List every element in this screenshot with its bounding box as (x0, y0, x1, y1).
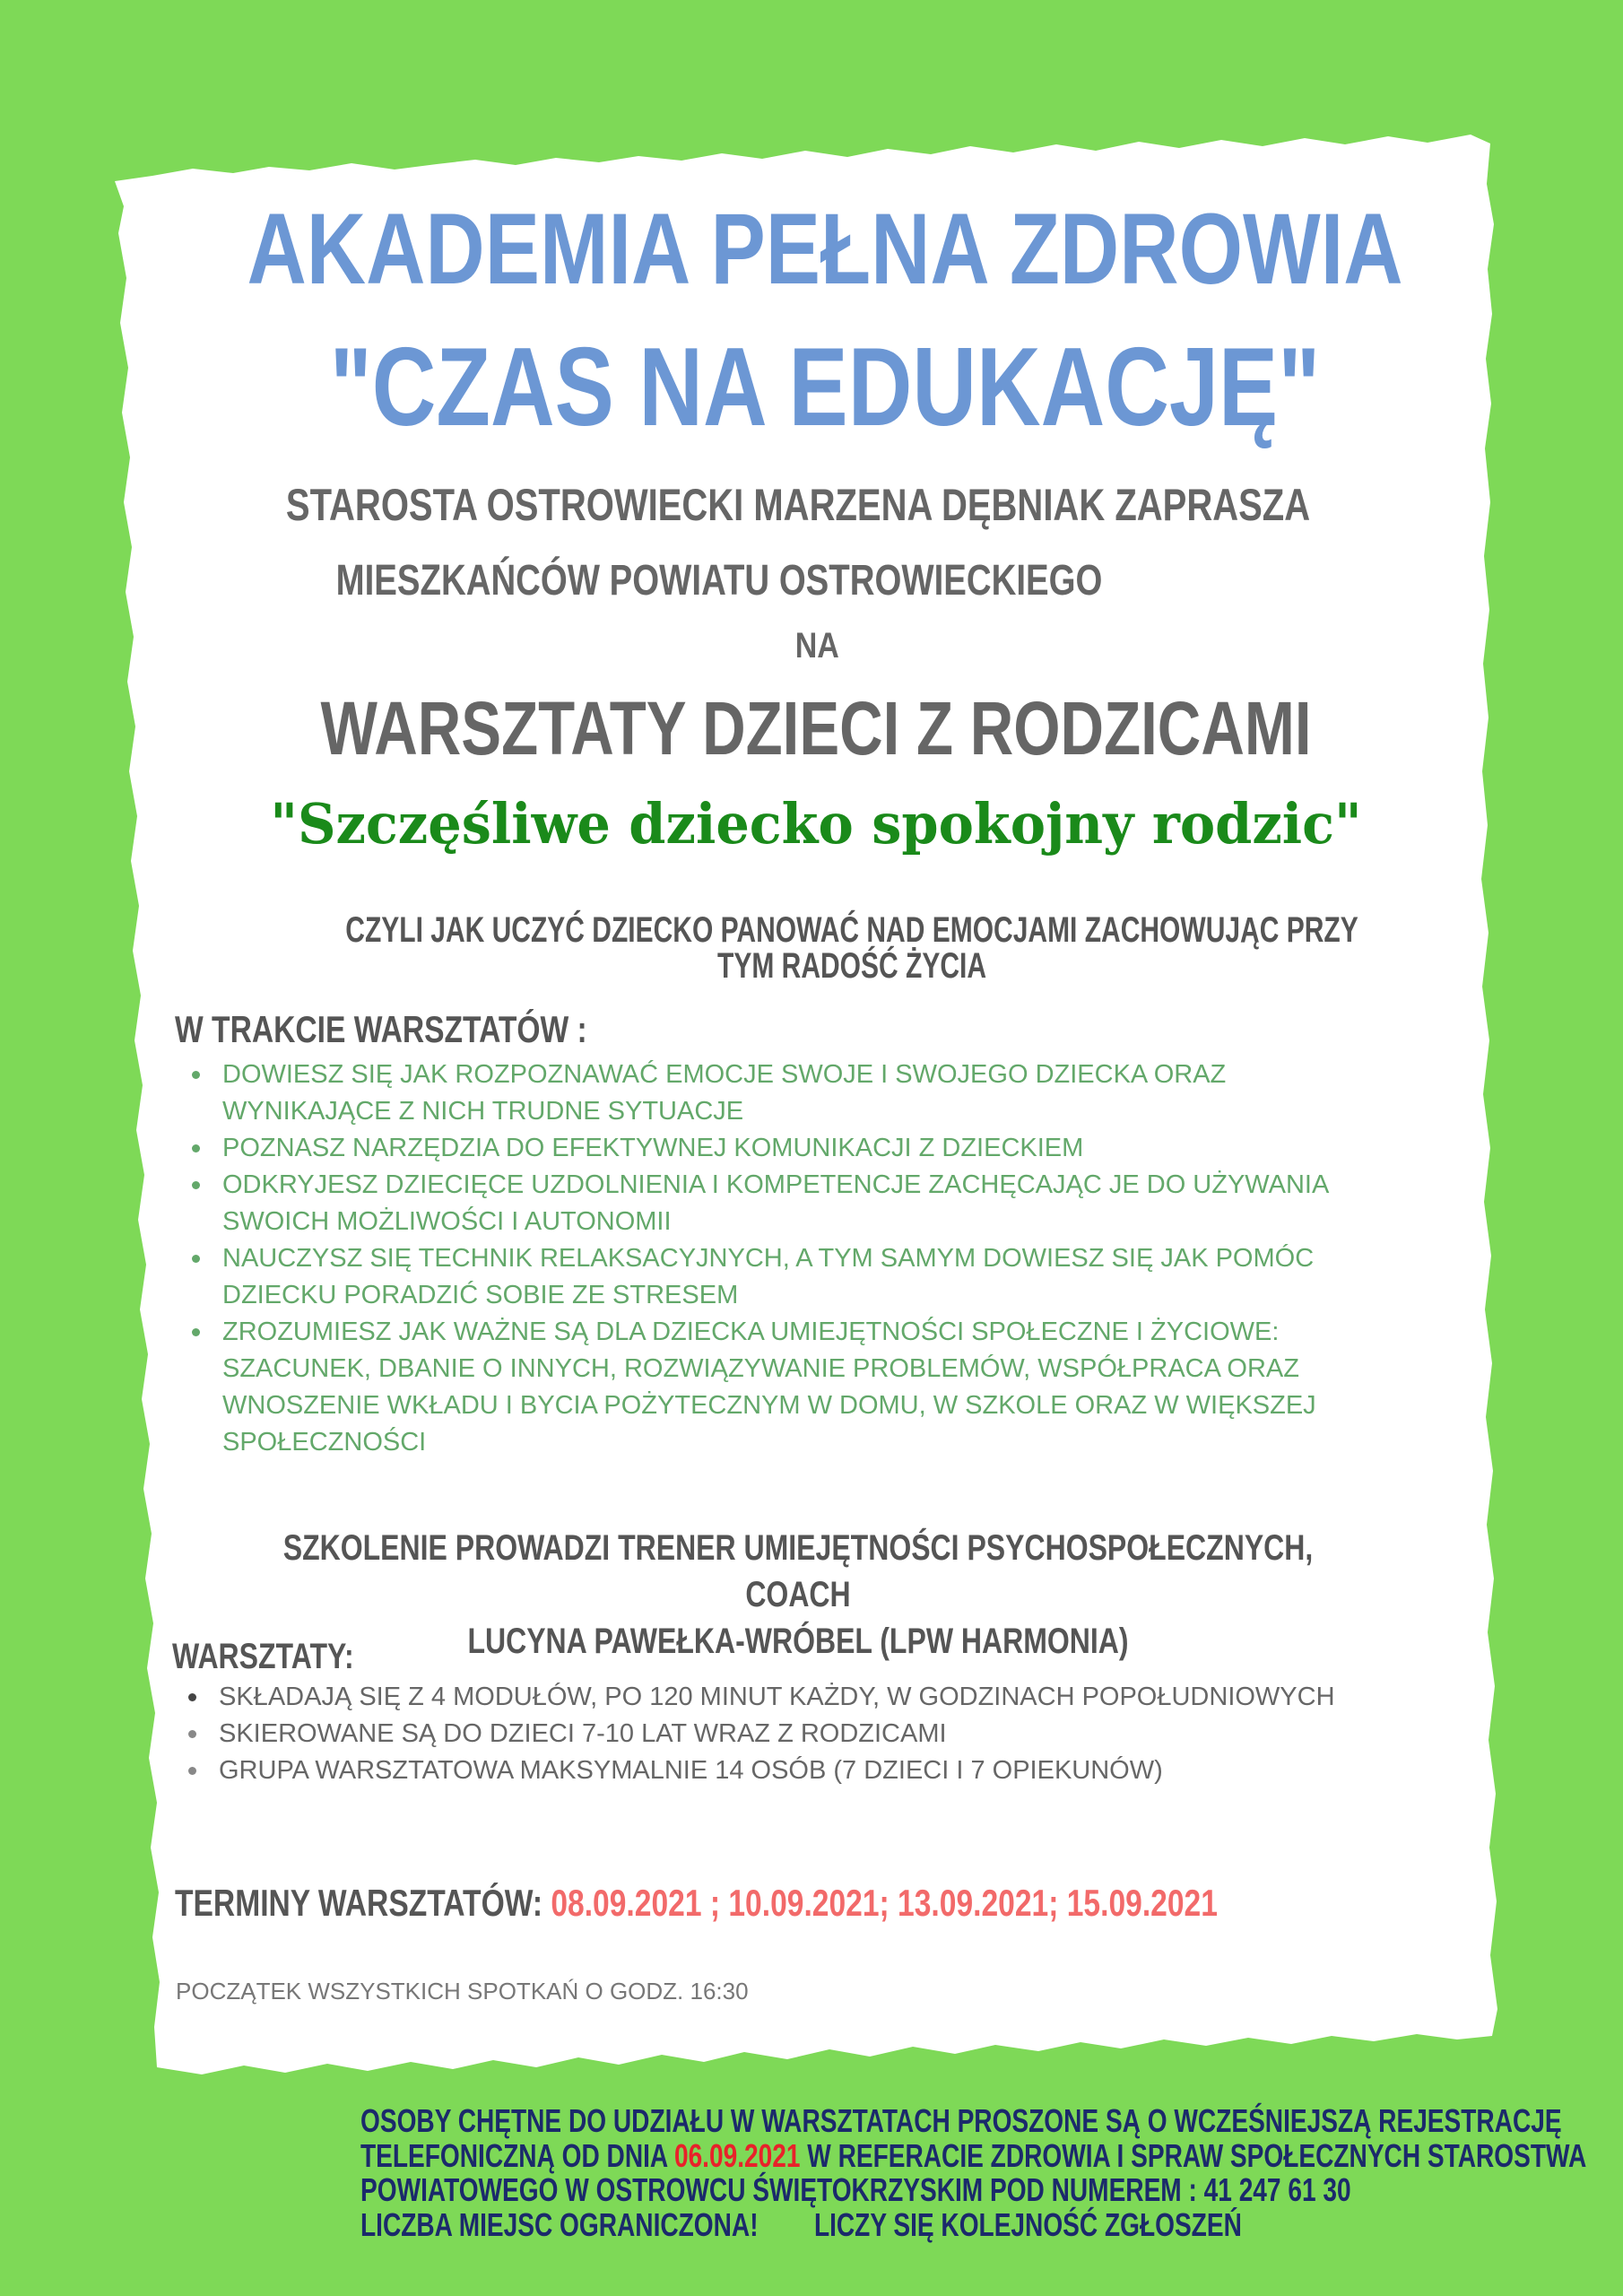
trainer-line2: LUCYNA PAWEŁKA-WRÓBEL (LPW HARMONIA) (467, 1622, 1129, 1661)
list-item: ODKRYJESZ DZIECIĘCE UZDOLNIENIA I KOMPETENCJE ZACHĘCAJĄC JE DO UŻYWANIA SWOICH MOŻLIWOŚCI I AUTONOMII (176, 1167, 1424, 1240)
invitation-line2: MIESZKAŃCÓW POWIATU OSTROWIECKIEGO (335, 557, 1103, 604)
workshop-slogan: "Szczęśliwe dziecko spokojny rodzic" (270, 791, 1362, 857)
list-item: SKŁADAJĄ SIĘ Z 4 MODUŁÓW, PO 120 MINUT KAŻDY, W GODZINACH POPOŁUDNIOWYCH (172, 1679, 1472, 1716)
list-item: POZNASZ NARZĘDZIA DO EFEKTYWNEJ KOMUNIKACJI Z DZIECKIEM (176, 1130, 1431, 1167)
start-time-note: POCZĄTEK WSZYSTKICH SPOTKAŃ O GODZ. 16:30 (176, 1978, 749, 2005)
list-item: SKIEROWANE SĄ DO DZIECI 7-10 LAT WRAZ Z RODZICAMI (172, 1716, 1472, 1752)
list-item: NAUCZYSZ SIĘ TECHNIK RELAKSACYJNYCH, A TYM SAMYM DOWIESZ SIĘ JAK POMÓC DZIECKU PORADZIĆ SOBIE ZE STRESEM (176, 1240, 1424, 1314)
during-workshops-list (176, 1057, 1431, 1461)
poster-title-line2: "CZAS NA EDUKACJĘ" (329, 326, 1321, 449)
invitation-line3: NA (794, 626, 839, 665)
poster-title-line1: AKADEMIA PEŁNA ZDROWIA (247, 193, 1403, 305)
order-note: LICZY SIĘ KOLEJNOŚĆ ZGŁOSZEŃ (813, 2205, 1242, 2243)
footer-line4 (360, 2205, 1586, 2243)
workshop-dates (175, 1884, 1218, 1922)
list-item: ZROZUMIESZ JAK WAŻNE SĄ DLA DZIECKA UMIEJĘTNOŚCI SPOŁECZNE I ŻYCIOWE: SZACUNEK, DBANIE O INNYCH, ROZWIĄZYWANIE PROBLEMÓW, WSPÓŁPRACA ORAZ WNOSZENIE WKŁADU I BYCIA POŻYTECZNYM W DOMU, W SZKOLE ORAZ W WIĘKSZEJ SPOŁECZNOŚCI (176, 1314, 1424, 1461)
workshops-heading: WARSZTATY: (172, 1637, 354, 1676)
workshops-list (172, 1679, 1472, 1789)
workshop-subtitle: CZYLI JAK UCZYĆ DZIECKO PANOWAĆ NAD EMOCJAMI ZACHOWUJĄC PRZY TYM RADOŚĆ ŻYCIA (345, 910, 1358, 986)
workshop-dates-label: TERMINY WARSZTATÓW: (175, 1882, 543, 1924)
list-item: GRUPA WARSZTATOWA MAKSYMALNIE 14 OSÓB (7 DZIECI I 7 OPIEKUNÓW) (172, 1752, 1472, 1789)
workshop-headline: WARSZTATY DZIECI Z RODZICAMI (320, 686, 1312, 770)
workshop-dates-values: 08.09.2021 ; 10.09.2021; 13.09.2021; 15.09.2021 (551, 1882, 1218, 1924)
registration-info (360, 2104, 1586, 2242)
registration-date: 06.09.2021 (673, 2136, 801, 2174)
footer-line2: TELEFONICZNĄ OD DNIA 06.09.2021 W REFERACIE ZDROWIA I SPRAW SPOŁECZNYCH STAROSTWA (360, 2136, 1587, 2174)
invitation-line1: STAROSTA OSTROWIECKI MARZENA DĘBNIAK ZAPRASZA (285, 480, 1311, 530)
footer-line1: OSOBY CHĘTNE DO UDZIAŁU W WARSZTATACH PROSZONE SĄ O WCZEŚNIEJSZĄ REJESTRACJĘ (360, 2102, 1562, 2139)
footer-line3: POWIATOWEGO W OSTROWCU ŚWIĘTOKRZYSKIM POD NUMEREM : 41 247 61 30 (360, 2171, 1351, 2208)
trainer-line1: SZKOLENIE PROWADZI TRENER UMIEJĘTNOŚCI PSYCHOSPOŁECZNYCH, COACH (282, 1528, 1314, 1614)
limited-places-note: LICZBA MIEJSC OGRANICZONA! (360, 2205, 759, 2243)
during-workshops-heading: W TRAKCIE WARSZTATÓW : (175, 1008, 587, 1050)
trainer-info (267, 1525, 1329, 1665)
list-item: DOWIESZ SIĘ JAK ROZPOZNAWAĆ EMOCJE SWOJE I SWOJEGO DZIECKA ORAZ WYNIKAJĄCE Z NICH TRUDNE SYTUACJE (176, 1057, 1298, 1130)
